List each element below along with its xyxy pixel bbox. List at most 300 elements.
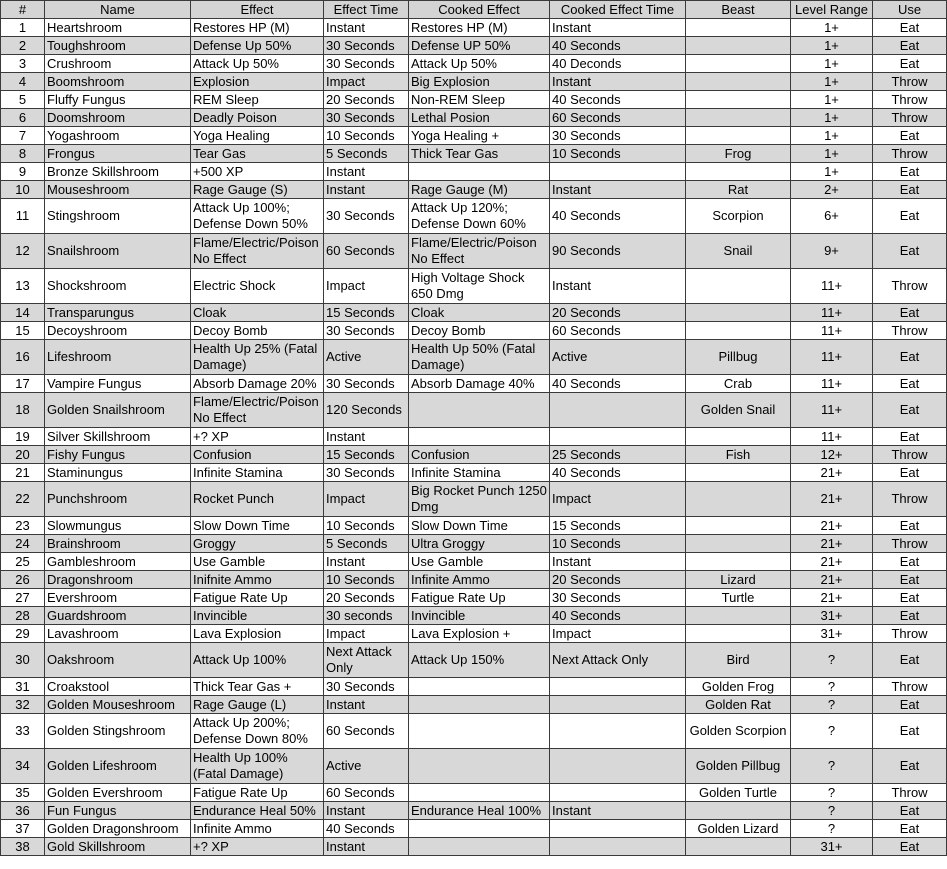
row-beast <box>686 625 791 643</box>
row-cooked-effect: Decoy Bomb <box>409 322 550 340</box>
row-beast <box>686 517 791 535</box>
row-level-range: 1+ <box>791 145 873 163</box>
row-effect: Attack Up 100% <box>191 643 324 678</box>
row-number: 33 <box>1 714 45 749</box>
row-beast <box>686 304 791 322</box>
row-cooked-effect: Endurance Heal 100% <box>409 802 550 820</box>
row-cooked-effect <box>409 696 550 714</box>
row-level-range: ? <box>791 802 873 820</box>
row-beast <box>686 109 791 127</box>
row-cooked-effect <box>409 428 550 446</box>
row-beast: Rat <box>686 181 791 199</box>
row-name: Toughshroom <box>45 37 191 55</box>
row-cooked-effect: Confusion <box>409 446 550 464</box>
row-cooked-effect-time: 40 Seconds <box>550 607 686 625</box>
table-row <box>1 607 947 625</box>
row-use: Throw <box>873 784 947 802</box>
row-beast: Pillbug <box>686 340 791 375</box>
row-number: 9 <box>1 163 45 181</box>
row-beast <box>686 55 791 73</box>
row-use: Eat <box>873 55 947 73</box>
row-cooked-effect <box>409 784 550 802</box>
row-cooked-effect: Invincible <box>409 607 550 625</box>
row-number: 28 <box>1 607 45 625</box>
row-use: Throw <box>873 446 947 464</box>
table-row <box>1 482 947 517</box>
row-cooked-effect: Rage Gauge (M) <box>409 181 550 199</box>
row-level-range: 21+ <box>791 571 873 589</box>
row-cooked-effect-time: Impact <box>550 482 686 517</box>
row-number: 7 <box>1 127 45 145</box>
row-effect-time: 30 Seconds <box>324 109 409 127</box>
row-number: 16 <box>1 340 45 375</box>
row-name: Crushroom <box>45 55 191 73</box>
row-effect-time: Impact <box>324 482 409 517</box>
row-name: Golden Mouseshroom <box>45 696 191 714</box>
row-cooked-effect: Slow Down Time <box>409 517 550 535</box>
table-row <box>1 37 947 55</box>
row-effect-time: Instant <box>324 838 409 856</box>
table-row <box>1 714 947 749</box>
row-use: Eat <box>873 127 947 145</box>
row-level-range: 6+ <box>791 199 873 234</box>
row-cooked-effect: Flame/Electric/Poison No Effect <box>409 234 550 269</box>
row-cooked-effect-time: Instant <box>550 181 686 199</box>
row-name: Mouseshroom <box>45 181 191 199</box>
row-effect-time: 40 Seconds <box>324 820 409 838</box>
table-row <box>1 234 947 269</box>
row-level-range: 12+ <box>791 446 873 464</box>
row-number: 31 <box>1 678 45 696</box>
row-effect: +? XP <box>191 838 324 856</box>
row-beast <box>686 607 791 625</box>
row-name: Yogashroom <box>45 127 191 145</box>
row-use: Eat <box>873 464 947 482</box>
row-beast <box>686 19 791 37</box>
row-beast <box>686 535 791 553</box>
row-effect: Fatigue Rate Up <box>191 589 324 607</box>
row-use: Eat <box>873 181 947 199</box>
row-cooked-effect-time <box>550 696 686 714</box>
row-cooked-effect-time: 40 Seconds <box>550 91 686 109</box>
row-cooked-effect: High Voltage Shock 650 Dmg <box>409 269 550 304</box>
row-name: Golden Snailshroom <box>45 393 191 428</box>
row-number: 19 <box>1 428 45 446</box>
row-cooked-effect-time: Instant <box>550 269 686 304</box>
row-beast <box>686 482 791 517</box>
header-row <box>1 1 947 19</box>
row-name: Golden Lifeshroom <box>45 749 191 784</box>
row-effect-time: Instant <box>324 163 409 181</box>
row-beast <box>686 428 791 446</box>
row-level-range: 1+ <box>791 163 873 181</box>
row-beast: Golden Lizard <box>686 820 791 838</box>
row-name: Frongus <box>45 145 191 163</box>
row-effect: Tear Gas <box>191 145 324 163</box>
row-cooked-effect-time: 10 Seconds <box>550 145 686 163</box>
row-effect: +? XP <box>191 428 324 446</box>
row-effect: Invincible <box>191 607 324 625</box>
row-level-range: 31+ <box>791 607 873 625</box>
row-cooked-effect-time <box>550 784 686 802</box>
row-effect-time: Impact <box>324 269 409 304</box>
row-level-range: 1+ <box>791 37 873 55</box>
row-cooked-effect-time: 40 Seconds <box>550 464 686 482</box>
row-effect: Electric Shock <box>191 269 324 304</box>
table-row <box>1 802 947 820</box>
row-name: Gambleshroom <box>45 553 191 571</box>
row-use: Throw <box>873 322 947 340</box>
row-number: 32 <box>1 696 45 714</box>
table-row <box>1 19 947 37</box>
row-name: Stingshroom <box>45 199 191 234</box>
row-level-range: 2+ <box>791 181 873 199</box>
row-beast <box>686 37 791 55</box>
row-use: Eat <box>873 19 947 37</box>
row-effect: +500 XP <box>191 163 324 181</box>
row-effect-time: 20 Seconds <box>324 91 409 109</box>
row-name: Vampire Fungus <box>45 375 191 393</box>
row-level-range: ? <box>791 820 873 838</box>
row-beast: Fish <box>686 446 791 464</box>
table-row <box>1 91 947 109</box>
row-name: Brainshroom <box>45 535 191 553</box>
row-use: Eat <box>873 37 947 55</box>
table-row <box>1 428 947 446</box>
row-level-range: 1+ <box>791 19 873 37</box>
row-number: 17 <box>1 375 45 393</box>
table-row <box>1 109 947 127</box>
row-use: Throw <box>873 482 947 517</box>
col-header-number: # <box>1 1 45 19</box>
row-effect-time: 30 Seconds <box>324 37 409 55</box>
row-number: 34 <box>1 749 45 784</box>
row-use: Eat <box>873 571 947 589</box>
row-name: Fun Fungus <box>45 802 191 820</box>
row-name: Snailshroom <box>45 234 191 269</box>
table-row <box>1 517 947 535</box>
row-level-range: 11+ <box>791 375 873 393</box>
table-row <box>1 269 947 304</box>
table-row <box>1 340 947 375</box>
table-row <box>1 643 947 678</box>
row-cooked-effect-time <box>550 820 686 838</box>
row-level-range: 1+ <box>791 127 873 145</box>
row-beast <box>686 91 791 109</box>
row-cooked-effect-time: 60 Seconds <box>550 109 686 127</box>
row-use: Eat <box>873 820 947 838</box>
row-level-range: ? <box>791 678 873 696</box>
row-effect-time: Instant <box>324 553 409 571</box>
row-beast <box>686 163 791 181</box>
row-number: 30 <box>1 643 45 678</box>
row-name: Transparungus <box>45 304 191 322</box>
row-level-range: 31+ <box>791 625 873 643</box>
row-beast <box>686 73 791 91</box>
row-cooked-effect: Yoga Healing + <box>409 127 550 145</box>
row-name: Staminungus <box>45 464 191 482</box>
row-level-range: 21+ <box>791 535 873 553</box>
row-name: Croakstool <box>45 678 191 696</box>
row-effect-time: 10 Seconds <box>324 517 409 535</box>
table-row <box>1 535 947 553</box>
row-beast <box>686 127 791 145</box>
row-cooked-effect: Thick Tear Gas <box>409 145 550 163</box>
row-beast: Lizard <box>686 571 791 589</box>
row-effect-time: Impact <box>324 73 409 91</box>
table-row <box>1 696 947 714</box>
row-number: 20 <box>1 446 45 464</box>
row-effect: Flame/Electric/Poison No Effect <box>191 234 324 269</box>
row-effect: Decoy Bomb <box>191 322 324 340</box>
row-effect-time: 60 Seconds <box>324 714 409 749</box>
row-beast: Golden Frog <box>686 678 791 696</box>
row-use: Eat <box>873 234 947 269</box>
row-use: Throw <box>873 625 947 643</box>
row-name: Punchshroom <box>45 482 191 517</box>
row-use: Eat <box>873 304 947 322</box>
table-row <box>1 749 947 784</box>
row-number: 26 <box>1 571 45 589</box>
row-effect-time: Impact <box>324 625 409 643</box>
row-cooked-effect <box>409 749 550 784</box>
row-beast: Golden Rat <box>686 696 791 714</box>
row-effect-time: 15 Seconds <box>324 446 409 464</box>
row-use: Eat <box>873 163 947 181</box>
row-effect-time: Instant <box>324 802 409 820</box>
row-effect: Yoga Healing <box>191 127 324 145</box>
row-number: 29 <box>1 625 45 643</box>
row-cooked-effect <box>409 163 550 181</box>
row-name: Golden Dragonshroom <box>45 820 191 838</box>
row-use: Throw <box>873 109 947 127</box>
col-header-effect-time: Effect Time <box>324 1 409 19</box>
row-beast <box>686 553 791 571</box>
row-cooked-effect-time: 30 Seconds <box>550 589 686 607</box>
row-beast: Frog <box>686 145 791 163</box>
row-use: Eat <box>873 553 947 571</box>
row-effect: Confusion <box>191 446 324 464</box>
row-effect-time: Instant <box>324 696 409 714</box>
row-level-range: 21+ <box>791 553 873 571</box>
row-effect-time: 10 Seconds <box>324 127 409 145</box>
row-number: 13 <box>1 269 45 304</box>
row-name: Shockshroom <box>45 269 191 304</box>
table-row <box>1 181 947 199</box>
row-number: 22 <box>1 482 45 517</box>
row-effect: Use Gamble <box>191 553 324 571</box>
row-level-range: ? <box>791 714 873 749</box>
row-cooked-effect-time: 20 Seconds <box>550 571 686 589</box>
row-effect: Health Up 100% (Fatal Damage) <box>191 749 324 784</box>
row-use: Eat <box>873 802 947 820</box>
row-use: Throw <box>873 535 947 553</box>
table-row <box>1 322 947 340</box>
row-effect-time: Instant <box>324 19 409 37</box>
row-cooked-effect: Lava Explosion + <box>409 625 550 643</box>
row-cooked-effect-time <box>550 428 686 446</box>
row-cooked-effect-time <box>550 838 686 856</box>
row-effect-time: 60 Seconds <box>324 234 409 269</box>
row-name: Golden Evershroom <box>45 784 191 802</box>
row-effect: Health Up 25% (Fatal Damage) <box>191 340 324 375</box>
table-row <box>1 784 947 802</box>
table-row <box>1 55 947 73</box>
row-cooked-effect-time: 90 Seconds <box>550 234 686 269</box>
row-use: Eat <box>873 607 947 625</box>
row-name: Oakshroom <box>45 643 191 678</box>
row-level-range: 21+ <box>791 517 873 535</box>
row-beast: Golden Snail <box>686 393 791 428</box>
row-use: Eat <box>873 393 947 428</box>
row-cooked-effect: Absorb Damage 40% <box>409 375 550 393</box>
row-beast <box>686 802 791 820</box>
row-effect-time: 15 Seconds <box>324 304 409 322</box>
row-name: Slowmungus <box>45 517 191 535</box>
row-use: Throw <box>873 269 947 304</box>
row-number: 18 <box>1 393 45 428</box>
row-cooked-effect: Restores HP (M) <box>409 19 550 37</box>
row-number: 11 <box>1 199 45 234</box>
row-cooked-effect: Big Explosion <box>409 73 550 91</box>
row-effect: Attack Up 50% <box>191 55 324 73</box>
row-level-range: ? <box>791 643 873 678</box>
table-row <box>1 127 947 145</box>
row-cooked-effect: Non-REM Sleep <box>409 91 550 109</box>
table-row <box>1 375 947 393</box>
row-cooked-effect: Health Up 50% (Fatal Damage) <box>409 340 550 375</box>
row-level-range: 11+ <box>791 304 873 322</box>
row-cooked-effect: Lethal Posion <box>409 109 550 127</box>
row-use: Eat <box>873 199 947 234</box>
row-level-range: 11+ <box>791 428 873 446</box>
row-use: Eat <box>873 428 947 446</box>
row-cooked-effect-time: Instant <box>550 802 686 820</box>
row-cooked-effect-time: 15 Seconds <box>550 517 686 535</box>
row-cooked-effect-time: 30 Seconds <box>550 127 686 145</box>
row-number: 10 <box>1 181 45 199</box>
row-effect: Explosion <box>191 73 324 91</box>
row-effect-time: 10 Seconds <box>324 571 409 589</box>
row-number: 12 <box>1 234 45 269</box>
row-effect-time: Instant <box>324 181 409 199</box>
row-cooked-effect-time: 60 Seconds <box>550 322 686 340</box>
row-name: Evershroom <box>45 589 191 607</box>
row-beast: Golden Scorpion <box>686 714 791 749</box>
row-use: Throw <box>873 678 947 696</box>
table-row <box>1 553 947 571</box>
row-cooked-effect: Attack Up 150% <box>409 643 550 678</box>
row-name: Heartshroom <box>45 19 191 37</box>
row-beast <box>686 322 791 340</box>
row-cooked-effect-time: 20 Seconds <box>550 304 686 322</box>
row-number: 37 <box>1 820 45 838</box>
row-cooked-effect-time: Impact <box>550 625 686 643</box>
row-cooked-effect: Infinite Ammo <box>409 571 550 589</box>
row-number: 14 <box>1 304 45 322</box>
row-level-range: 21+ <box>791 482 873 517</box>
row-effect-time: 20 Seconds <box>324 589 409 607</box>
row-use: Eat <box>873 340 947 375</box>
table-row <box>1 145 947 163</box>
row-cooked-effect: Ultra Groggy <box>409 535 550 553</box>
row-level-range: 1+ <box>791 55 873 73</box>
row-cooked-effect-time: Instant <box>550 19 686 37</box>
row-cooked-effect-time: 40 Deconds <box>550 55 686 73</box>
row-level-range: ? <box>791 696 873 714</box>
col-header-name: Name <box>45 1 191 19</box>
row-cooked-effect-time <box>550 714 686 749</box>
row-beast <box>686 838 791 856</box>
row-number: 3 <box>1 55 45 73</box>
row-effect-time: 60 Seconds <box>324 784 409 802</box>
row-cooked-effect: Cloak <box>409 304 550 322</box>
row-number: 25 <box>1 553 45 571</box>
row-effect: Rocket Punch <box>191 482 324 517</box>
row-cooked-effect <box>409 393 550 428</box>
row-cooked-effect-time <box>550 749 686 784</box>
row-cooked-effect: Attack Up 50% <box>409 55 550 73</box>
row-effect: Attack Up 200%; Defense Down 80% <box>191 714 324 749</box>
col-header-effect: Effect <box>191 1 324 19</box>
row-cooked-effect: Fatigue Rate Up <box>409 589 550 607</box>
table-row <box>1 820 947 838</box>
table-row <box>1 589 947 607</box>
row-use: Throw <box>873 145 947 163</box>
row-effect: Fatigue Rate Up <box>191 784 324 802</box>
row-level-range: ? <box>791 749 873 784</box>
row-name: Dragonshroom <box>45 571 191 589</box>
row-use: Eat <box>873 714 947 749</box>
row-cooked-effect: Use Gamble <box>409 553 550 571</box>
table-row <box>1 446 947 464</box>
table-row <box>1 678 947 696</box>
table-row <box>1 199 947 234</box>
row-level-range: 11+ <box>791 269 873 304</box>
row-name: Lavashroom <box>45 625 191 643</box>
row-effect: Restores HP (M) <box>191 19 324 37</box>
row-effect: Thick Tear Gas + <box>191 678 324 696</box>
row-beast: Crab <box>686 375 791 393</box>
row-cooked-effect-time: Active <box>550 340 686 375</box>
row-effect-time: Active <box>324 749 409 784</box>
row-cooked-effect-time: Next Attack Only <box>550 643 686 678</box>
row-level-range: 11+ <box>791 322 873 340</box>
row-name: Fluffy Fungus <box>45 91 191 109</box>
row-use: Eat <box>873 375 947 393</box>
row-level-range: 21+ <box>791 589 873 607</box>
row-use: Throw <box>873 91 947 109</box>
row-name: Silver Skillshroom <box>45 428 191 446</box>
row-cooked-effect: Attack Up 120%; Defense Down 60% <box>409 199 550 234</box>
row-effect: Slow Down Time <box>191 517 324 535</box>
row-effect-time: Next Attack Only <box>324 643 409 678</box>
row-cooked-effect-time: 40 Seconds <box>550 37 686 55</box>
row-name: Decoyshroom <box>45 322 191 340</box>
row-use: Eat <box>873 749 947 784</box>
row-cooked-effect-time <box>550 678 686 696</box>
row-beast: Scorpion <box>686 199 791 234</box>
row-use: Eat <box>873 589 947 607</box>
col-header-level-range: Level Range <box>791 1 873 19</box>
row-name: Boomshroom <box>45 73 191 91</box>
row-cooked-effect <box>409 678 550 696</box>
row-cooked-effect-time: 10 Seconds <box>550 535 686 553</box>
row-cooked-effect: Infinite Stamina <box>409 464 550 482</box>
row-level-range: 1+ <box>791 109 873 127</box>
row-beast: Snail <box>686 234 791 269</box>
row-effect-time: 30 Seconds <box>324 199 409 234</box>
